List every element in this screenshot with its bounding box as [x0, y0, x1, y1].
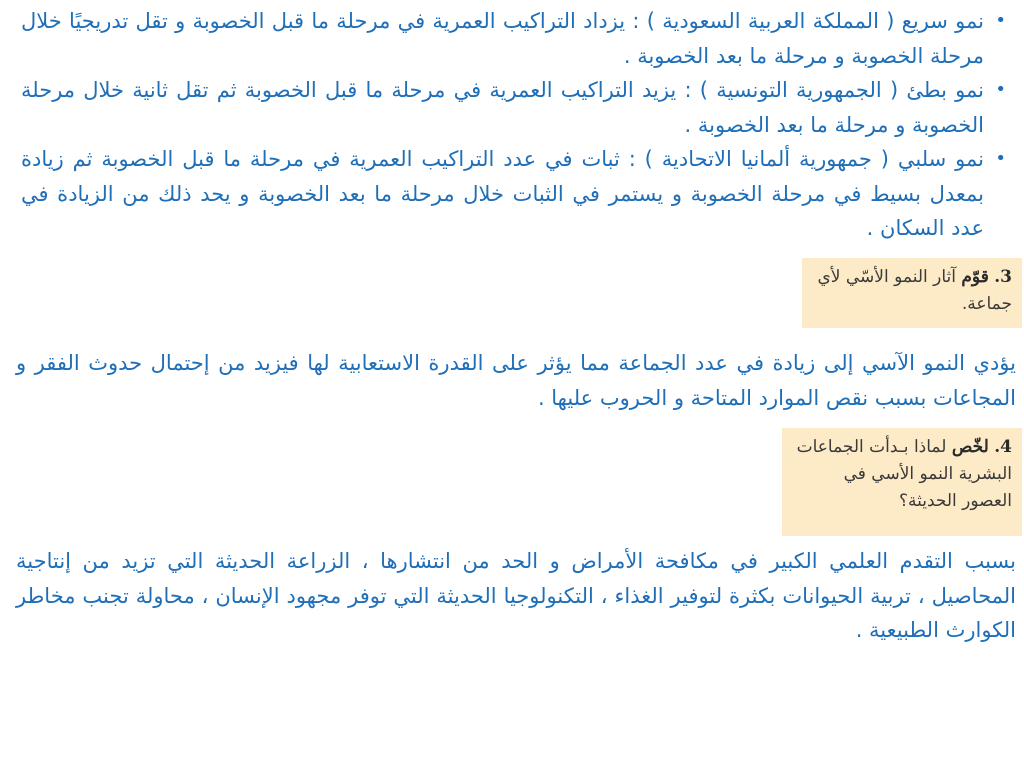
question-verb: قوّم	[961, 267, 989, 287]
bullet-icon: •	[995, 79, 1006, 100]
list-item-negative-growth	[21, 142, 1006, 246]
list-item-slow-growth	[21, 73, 1006, 142]
question-text: لماذا بـدأت الجماعات البشرية النمو الأسي في العصور الحديثة؟	[796, 437, 1012, 511]
question-number: 3.	[994, 267, 1012, 287]
growth-types-list	[21, 4, 1006, 246]
answer-4-text: بسبب التقدم العلمي الكبير في مكافحة الأمراض و الحد من انتشارها ، الزراعة الحديثة التي تزيد من إنتاجية المحاصيل ، تربية الحيوانات بكثرة لتوفير الغذاء ، التكنولوجيا الحديثة التي توفر مجهود الإنسان ، محاولة تجنب مخاطر الكوارث الطبيعية .	[16, 549, 1016, 642]
question-text: آثار النمو الأسّي لأي جماعة.	[817, 267, 1012, 314]
question-verb: لخّص	[951, 437, 989, 457]
bullet-icon: •	[995, 10, 1006, 31]
list-item-rapid-growth	[21, 4, 1006, 73]
answer-3-text: يؤدي النمو الآسي إلى زيادة في عدد الجماعة مما يؤثر على القدرة الاستعابية لها فيزيد من إحتمال حدوث الفقر و المجاعات بسبب نقص الموارد المتاحة و الحروب عليها .	[16, 351, 1016, 410]
bullet-text: نمو بطئ ( الجمهورية التونسية ) : يزيد التراكيب العمرية في مرحلة ما قبل الخصوبة ثم تقل ثانية خلال مرحلة الخصوبة و مرحلة ما بعد الخصوبة .	[21, 78, 984, 137]
question-number: 4.	[994, 437, 1012, 457]
bullet-icon: •	[995, 148, 1006, 169]
bullet-text: نمو سريع ( المملكة العربية السعودية ) : يزداد التراكيب العمرية في مرحلة ما قبل الخصوبة و تقل تدريجيًا خلال مرحلة الخصوبة و مرحلة ما بعد الخصوبة .	[21, 9, 984, 68]
question-3-box	[802, 258, 1022, 328]
bullet-text: نمو سلبي ( جمهورية ألمانيا الاتحادية ) : ثبات في عدد التراكيب العمرية في مرحلة ما قبل الخصوبة ثم زيادة بمعدل بسيط في مرحلة الخصوبة و يستمر في الثبات خلال مرحلة ما بعد الخصوبة و يحد ذلك من الزيادة في عدد السكان .	[21, 147, 984, 240]
question-4-box	[782, 428, 1022, 536]
